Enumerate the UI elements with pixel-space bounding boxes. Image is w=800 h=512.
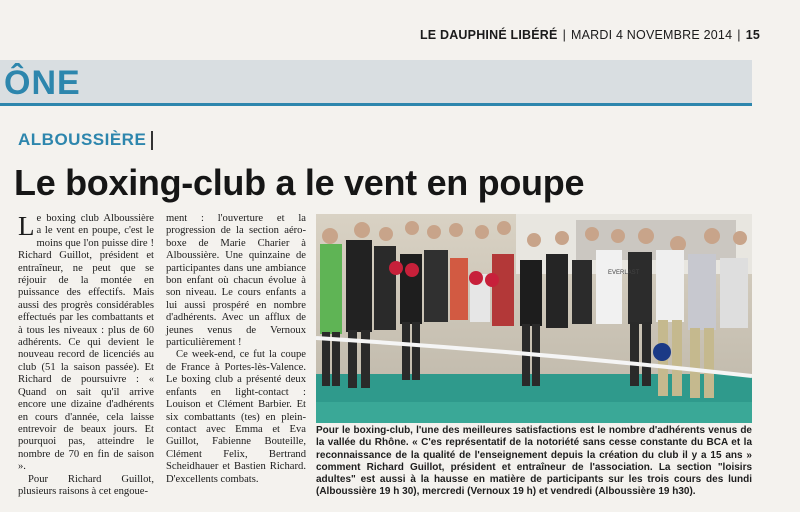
issue-date: MARDI 4 NOVEMBRE 2014 (571, 28, 733, 42)
section-rule (0, 103, 752, 106)
body-paragraph: e boxing club Alboussière a le vent en poupe, c'est le moins que l'on puisse dire ! Richard Guillot, président et entraîneur, ne peut que se réjouir de la montée en puissance des effectifs. Mais aussi des progrès considérables effectués par les combattants et à tous les niveaux : plus de 60 adhérents. Ce qui devient le nouveau record de licenciés au club (51 la saison passée). Et Richard de poursuivre : « Quand on sait qu'il arrive encore une dizaine d'adhérents en cours d'année, cela laisse entrevoir de beaux jours. Et pourquoi pas, atteindre le nombre de 70 en fin de saison ». (18, 213, 154, 473)
newspaper-name: LE DAUPHINÉ LIBÉRÉ (419, 28, 558, 42)
body-paragraph: Pour Richard Guillot, plusieurs raisons à cet engoue- (18, 473, 154, 497)
body-paragraph: ment : l'ouverture et la progression de la section aéro-boxe de Marie Charier à Alboussière. Une quinzaine de participantes dans une ambiance bon enfant où chacun évolue à son niveau. Le cours enfants a lui aussi prospéré en nombre d'adhérents. Avec un afflux de jeunes venus de Vernoux particulièrement ! (166, 213, 306, 349)
article-column-1 (18, 213, 154, 498)
masthead: LE DAUPHINÉ LIBÉRÉ | MARDI 4 NOVEMBRE 2014 | 15 (419, 28, 760, 42)
headline: Le boxing-club a le vent en poupe (14, 162, 585, 203)
page-number: 15 (745, 28, 760, 42)
boxing-club-photo (316, 214, 752, 423)
caption-line: Pour le boxing-club, l'une des meilleures satisfactions est le nombre d'adhérents venus de la vallée du Rhône. (316, 425, 752, 449)
caption-line: « C'es représentatif de la notoriété sans cesse constante du BCA et la reconnaissance de la qualité de l'enseignement depuis la création du club il y a 15 ans » comment Richard Guillot, président et entraîneur de l'association. (316, 437, 752, 473)
section-name: ÔNE (4, 64, 81, 102)
photo-caption (316, 425, 752, 499)
article-column-2 (166, 213, 306, 486)
body-paragraph: Ce week-end, ce fut la coupe de France à Portes-lès-Valence. Le boxing club a présenté deux enfants en light-contact : Louison et Clément Barbier. Et six combattants (tes) en plein-contact avec Emma et Eva Guillot, Fabienne Bouteille, Clément Felix, Bertrand Scheidhauer et Bastien Richard. D'excellents combats. (166, 349, 306, 485)
shirt-logo: EVERLAST (608, 270, 640, 276)
caption-line: La section "loisirs adultes" est aussi à la hausse en matière de participants sur les trois cours des lundi (Alboussière 19 h 30), mercredi (Vernoux 19 h) et vendredi (Alboussière 19 h30). (316, 461, 753, 498)
drop-cap: L (18, 211, 35, 241)
location-kicker: ALBOUSSIÈRE (18, 130, 147, 149)
kicker-divider (151, 131, 153, 150)
section-band (0, 60, 752, 106)
